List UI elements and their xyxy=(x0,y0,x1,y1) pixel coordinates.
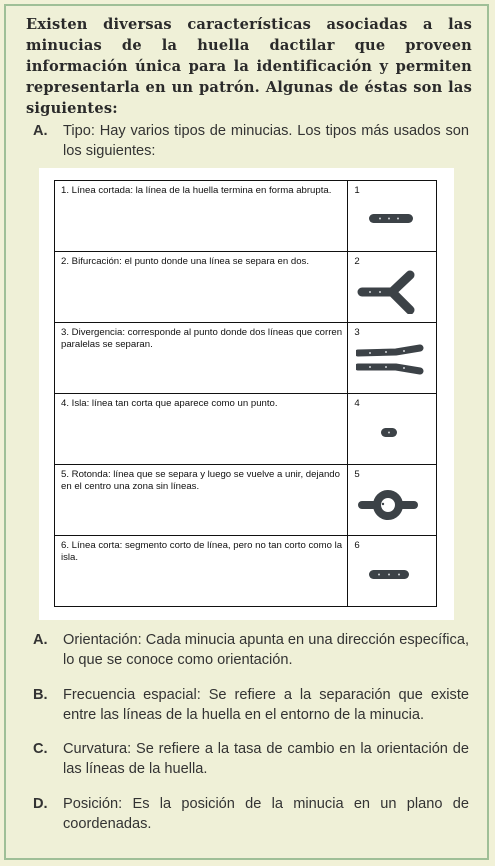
item-text: Curvatura: Se refiere a la tasa de cambio en la orientación de las líneas de la huella. xyxy=(63,741,469,777)
item-orientation xyxy=(33,630,469,670)
item-type xyxy=(33,121,469,161)
row-description: 1. Línea cortada: la línea de la huella termina en forma abrupta. xyxy=(55,181,348,252)
intro-paragraph: Existen diversas características asociadas a las minucias de la huella dactilar que proveen información única para la identificación y permiten representarla en un patrón. Algunas de éstas son las siguientes: xyxy=(26,16,472,117)
figure-number: 2 xyxy=(354,256,360,267)
row-figure xyxy=(348,536,437,607)
row-description: 2. Bifurcación: el punto donde una línea se separa en dos. xyxy=(55,252,348,323)
item-text: Tipo: Hay varios tipos de minucias. Los tipos más usados son los siguientes: xyxy=(63,123,469,159)
table-row xyxy=(55,536,437,607)
item-text: Posición: Es la posición de la minucia en un plano de coordenadas. xyxy=(63,796,469,832)
item-spatial-frequency xyxy=(33,685,469,725)
divergence-icon xyxy=(356,341,428,377)
item-position xyxy=(33,794,469,834)
minutiae-table-panel xyxy=(39,168,454,620)
minutiae-table xyxy=(54,180,437,607)
row-figure xyxy=(348,181,437,252)
item-letter: D. xyxy=(33,796,48,812)
row-description: 5. Rotonda: línea que se separa y luego se vuelve a unir, dejando en el centro una zona sin líneas. xyxy=(55,465,348,536)
row-description: 6. Línea corta: segmento corto de línea, pero no tan corto como la isla. xyxy=(55,536,348,607)
row-figure xyxy=(348,323,437,394)
item-text: Orientación: Cada minucia apunta en una dirección específica, lo que se conoce como orientación. xyxy=(63,632,469,668)
figure-number: 5 xyxy=(354,469,360,480)
figure-number: 1 xyxy=(354,185,360,196)
item-letter: A. xyxy=(33,123,48,139)
row-figure xyxy=(348,252,437,323)
figure-number: 4 xyxy=(354,398,360,409)
ridge-ending-icon xyxy=(356,199,420,239)
table-row xyxy=(55,465,437,536)
item-curvature xyxy=(33,739,469,779)
row-description: 3. Divergencia: corresponde al punto donde dos líneas que corren paralelas se separan. xyxy=(55,323,348,394)
table-row xyxy=(55,323,437,394)
figure-number: 3 xyxy=(354,327,360,338)
island-icon xyxy=(356,412,420,452)
bifurcation-icon xyxy=(356,270,420,314)
table-row xyxy=(55,394,437,465)
enclosure-icon xyxy=(356,483,420,527)
item-letter: A. xyxy=(33,632,48,648)
figure-number: 6 xyxy=(354,540,360,551)
item-text: Frecuencia espacial: Se refiere a la separación que existe entre las líneas de la huella en el entorno de la minucia. xyxy=(63,687,469,723)
row-figure xyxy=(348,465,437,536)
row-figure xyxy=(348,394,437,465)
item-letter: B. xyxy=(33,687,48,703)
row-description: 4. Isla: línea tan corta que aparece como un punto. xyxy=(55,394,348,465)
short-ridge-icon xyxy=(356,554,420,594)
item-letter: C. xyxy=(33,741,48,757)
table-row xyxy=(55,181,437,252)
table-row xyxy=(55,252,437,323)
